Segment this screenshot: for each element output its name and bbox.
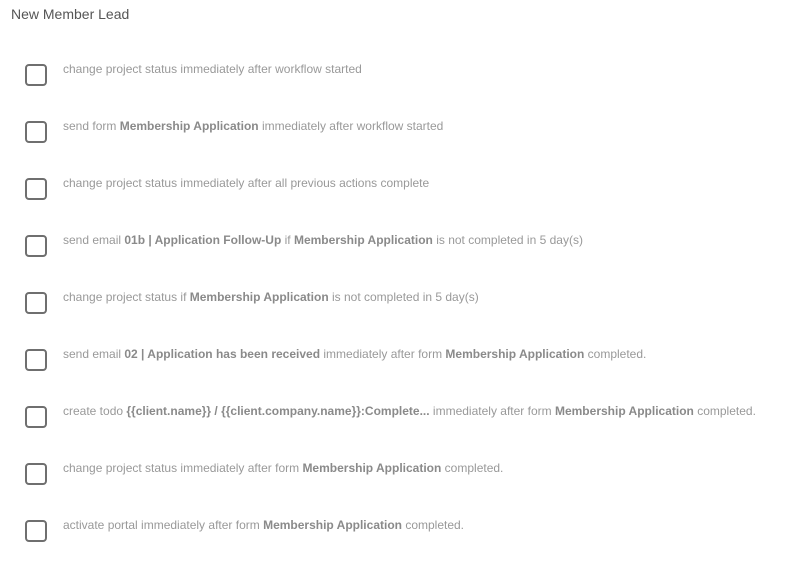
task-highlight: 02 | Application has been received [124,347,321,361]
task-text: completed. [441,461,504,475]
task-row [0,219,800,276]
task-text: change project status immediately after workflow started [63,62,362,76]
task-description [63,119,443,133]
task-text: send email [63,233,125,247]
task-text: completed. [584,347,647,361]
task-row [0,333,800,390]
task-description [63,176,429,190]
task-text: send form [63,119,120,133]
task-description [63,461,503,475]
task-checkbox[interactable] [25,406,47,428]
task-text: immediately after form [429,404,555,418]
task-row [0,276,800,333]
task-text: immediately after form [320,347,446,361]
task-row [0,162,800,219]
task-list [0,48,800,561]
task-description [63,404,756,418]
task-description [63,62,362,76]
task-text: change project status if [63,290,190,304]
task-text: completed. [693,404,756,418]
task-checkbox[interactable] [25,292,47,314]
task-text: immediately after workflow started [258,119,444,133]
task-checkbox[interactable] [25,349,47,371]
task-checkbox[interactable] [25,235,47,257]
task-highlight: Membership Application [293,233,433,247]
task-row [0,105,800,162]
task-text: activate portal immediately after form [63,518,264,532]
task-text: change project status immediately after all previous actions complete [63,176,430,190]
task-description [63,347,646,361]
task-description [63,518,464,532]
task-row [0,390,800,447]
task-highlight: Membership Application [554,404,694,418]
task-row [0,48,800,105]
task-text: is not completed in 5 day(s) [432,233,583,247]
task-checkbox[interactable] [25,121,47,143]
task-highlight: Membership Application [445,347,585,361]
task-text: send email [63,347,125,361]
task-text: completed. [401,518,465,532]
task-checkbox[interactable] [25,178,47,200]
task-highlight: Membership Application [302,461,442,475]
task-row [0,504,800,561]
task-description [63,290,479,304]
task-highlight: Membership Application [263,518,402,532]
task-checkbox[interactable] [25,520,47,542]
task-checkbox[interactable] [25,463,47,485]
page-title: New Member Lead [11,6,130,22]
task-description [63,233,583,247]
task-highlight: {{client.name}} / {{client.company.name}}:Complete... [126,404,430,418]
task-row [0,447,800,504]
task-text: is not completed in 5 day(s) [328,290,479,304]
task-text: change project status immediately after form [63,461,303,475]
task-checkbox[interactable] [25,64,47,86]
task-highlight: Membership Application [189,290,329,304]
task-highlight: 01b | Application Follow-Up [124,233,282,247]
task-text: if [281,233,294,247]
task-highlight: Membership Application [119,119,259,133]
task-text: create todo [63,404,127,418]
